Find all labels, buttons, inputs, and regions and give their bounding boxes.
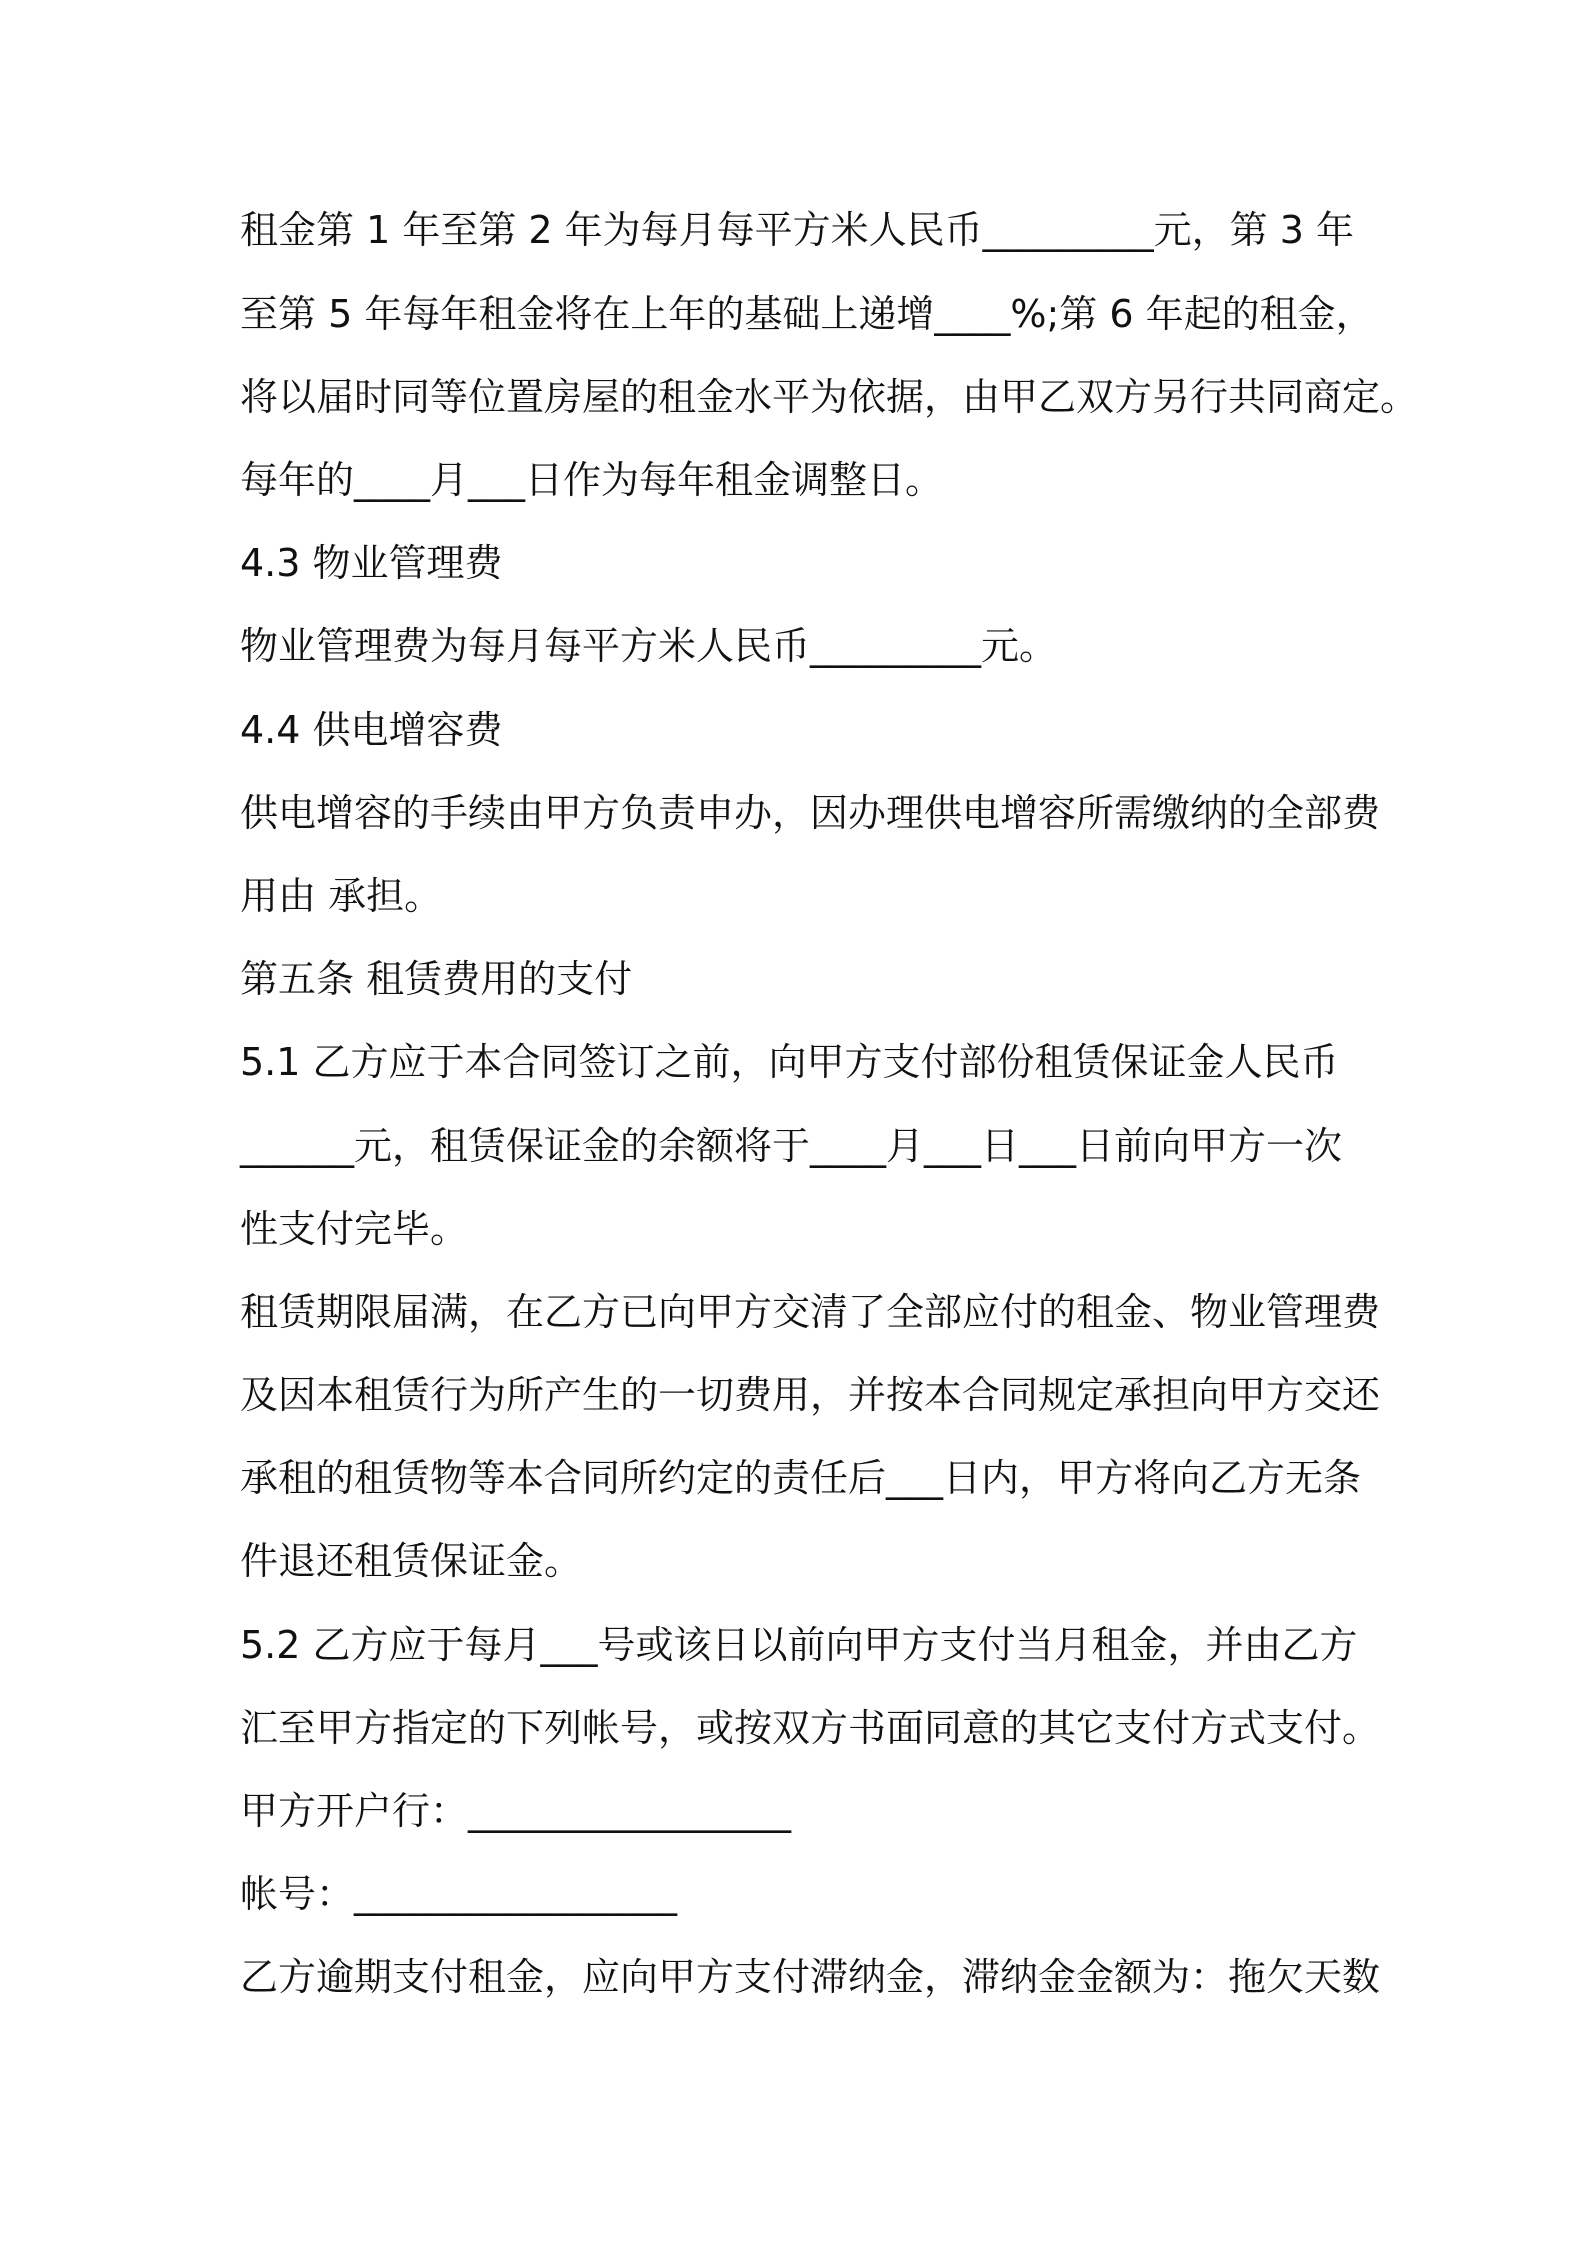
rent-rate-line-2: 至第 5 年每年租金将在上年的基础上递增____%;第 6 年起的租金， bbox=[240, 292, 1374, 336]
monthly-payment-line-2: 汇至甲方指定的下列帐号，或按双方书面同意的其它支付方式支付。 bbox=[240, 1706, 1381, 1750]
rent-rate-line-1: 租金第 1 年至第 2 年为每月每平方米人民币_________元，第 3 年 bbox=[240, 208, 1355, 252]
deposit-line-3: 性支付完毕。 bbox=[240, 1207, 469, 1251]
section-heading-4-4: 4.4 供电增容费 bbox=[240, 708, 503, 752]
power-capacity-line-1: 供电增容的手续由甲方负责申办，因办理供电增容所需缴纳的全部费 bbox=[240, 791, 1381, 835]
deposit-refund-line-2: 及因本租赁行为所产生的一切费用，并按本合同规定承担向甲方交还 bbox=[240, 1373, 1381, 1417]
late-fee-line: 乙方逾期支付租金，应向甲方支付滞纳金，滞纳金金额为：拖欠天数 bbox=[240, 1955, 1381, 1999]
power-capacity-line-2: 用由 承担。 bbox=[240, 874, 443, 918]
deposit-refund-line-1: 租赁期限届满，在乙方已向甲方交清了全部应付的租金、物业管理费 bbox=[240, 1290, 1381, 1334]
account-number-line: 帐号：_________________ bbox=[240, 1872, 678, 1916]
rent-adjustment-date-line: 每年的____月___日作为每年租金调整日。 bbox=[240, 458, 944, 502]
party-a-bank-line: 甲方开户行：_________________ bbox=[240, 1789, 792, 1833]
deposit-refund-line-4: 件退还租赁保证金。 bbox=[240, 1539, 583, 1583]
section-heading-4-3: 4.3 物业管理费 bbox=[240, 541, 503, 585]
deposit-refund-line-3: 承租的租赁物等本合同所约定的责任后___日内，甲方将向乙方无条 bbox=[240, 1456, 1362, 1500]
property-fee-line: 物业管理费为每月每平方米人民币_________元。 bbox=[240, 624, 1058, 668]
rent-rate-line-3: 将以届时同等位置房屋的租金水平为依据，由甲乙双方另行共同商定。 bbox=[240, 375, 1419, 419]
monthly-payment-line-1: 5.2 乙方应于每月___号或该日以前向甲方支付当月租金，并由乙方 bbox=[240, 1623, 1358, 1667]
deposit-line-1: 5.1 乙方应于本合同签订之前，向甲方支付部份租赁保证金人民币 bbox=[240, 1040, 1339, 1084]
deposit-line-2: ______元，租赁保证金的余额将于____月___日___日前向甲方一次 bbox=[240, 1124, 1343, 1168]
article-five-heading: 第五条 租赁费用的支付 bbox=[240, 957, 633, 1001]
